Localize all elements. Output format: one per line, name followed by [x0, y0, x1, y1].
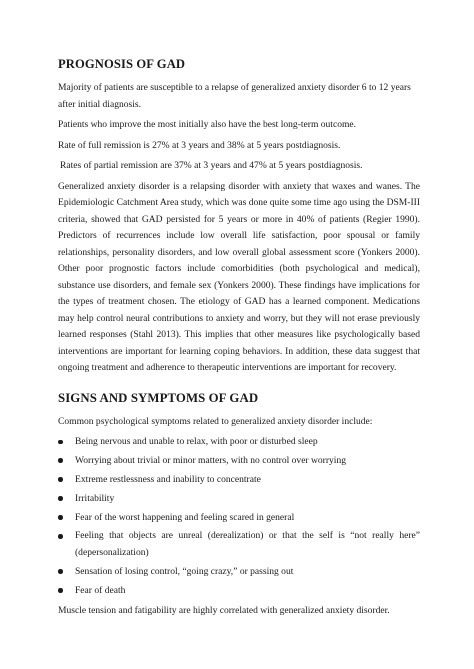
list-item	[58, 564, 420, 581]
symptom-text: Extreme restlessness and inability to concentrate	[75, 473, 261, 485]
list-item	[58, 583, 420, 600]
list-item	[58, 453, 420, 470]
prognosis-paragraph-outcome: Patients who improve the most initially also have the best long-term outcome.	[58, 119, 357, 130]
bullet-icon	[58, 440, 63, 445]
bullet-icon	[58, 515, 63, 520]
list-item	[58, 434, 420, 451]
bullet-icon	[58, 477, 63, 482]
symptom-text: Sensation of losing control, “going crazy,” or passing out	[75, 565, 294, 577]
bullet-icon	[58, 458, 63, 463]
bullet-icon	[58, 588, 63, 593]
prognosis-paragraph-partial-remission: Rates of partial remission are 37% at 3 years and 47% at 5 years postdiagnosis.	[60, 160, 363, 171]
bullet-icon	[58, 534, 63, 539]
signs-heading: SIGNS AND SYMPTOMS OF GAD	[58, 390, 259, 405]
prognosis-paragraph-relapse: Majority of patients are susceptible to a relapse of generalized anxiety disorder 6 to 12 years after initial diagnosis.	[58, 82, 411, 110]
prognosis-paragraph-full-remission: Rate of full remission is 27% at 3 years and 38% at 5 years postdiagnosis.	[58, 139, 341, 151]
symptom-text: Irritability	[75, 492, 115, 504]
list-item	[58, 491, 420, 508]
list-item	[58, 510, 420, 527]
symptom-list	[58, 434, 420, 599]
symptom-text: Fear of the worst happening and feeling scared in general	[75, 511, 295, 523]
symptom-text: Feeling that objects are unreal (derealization) or that the self is “not really here” (depersonalization)	[75, 530, 420, 558]
signs-intro: Common psychological symptoms related to generalized anxiety disorder include:	[58, 415, 373, 427]
signs-closing: Muscle tension and fatigability are highly correlated with generalized anxiety disorder.	[58, 605, 390, 617]
symptom-text: Worrying about trivial or minor matters, with no control over worrying	[75, 454, 346, 466]
symptom-text: Fear of death	[75, 584, 126, 596]
prognosis-paragraph-body: Generalized anxiety disorder is a relapsing disorder with anxiety that waxes and wanes. The Epidemiologic Catchment Area study, which was done quite some time ago using the DSM-III criteria, showed that GAD persisted for 5 years or more in 40% of patients (Regier 1990). Predictors of recurrences include low overall life satisfaction, poor spousal or family relationships, personality disorders, and low overall global assessment score (Yonkers 2000). Other poor prognostic factors include comorbidities (both psychological and medical), substance use disorders, and female sex (Yonkers 2000). These findings have implications for the types of treatment chosen. The etiology of GAD has a learned component. Medications may help control neural contributions to anxiety and worry, but they will not erase previously learned responses (Stahl 2013). This implies that other measures like psychologically based interventions are important for learning coping behaviors. In addition, these data suggest that ongoing treatment and adherence to therapeutic interventions are important for recovery.	[58, 180, 420, 373]
prognosis-heading: PROGNOSIS OF GAD	[58, 57, 186, 71]
symptom-text: Being nervous and unable to relax, with poor or disturbed sleep	[75, 436, 318, 447]
bullet-icon	[58, 496, 63, 501]
bullet-icon	[58, 569, 63, 574]
list-item	[58, 472, 420, 489]
list-item	[58, 528, 420, 561]
document-page	[58, 56, 420, 624]
